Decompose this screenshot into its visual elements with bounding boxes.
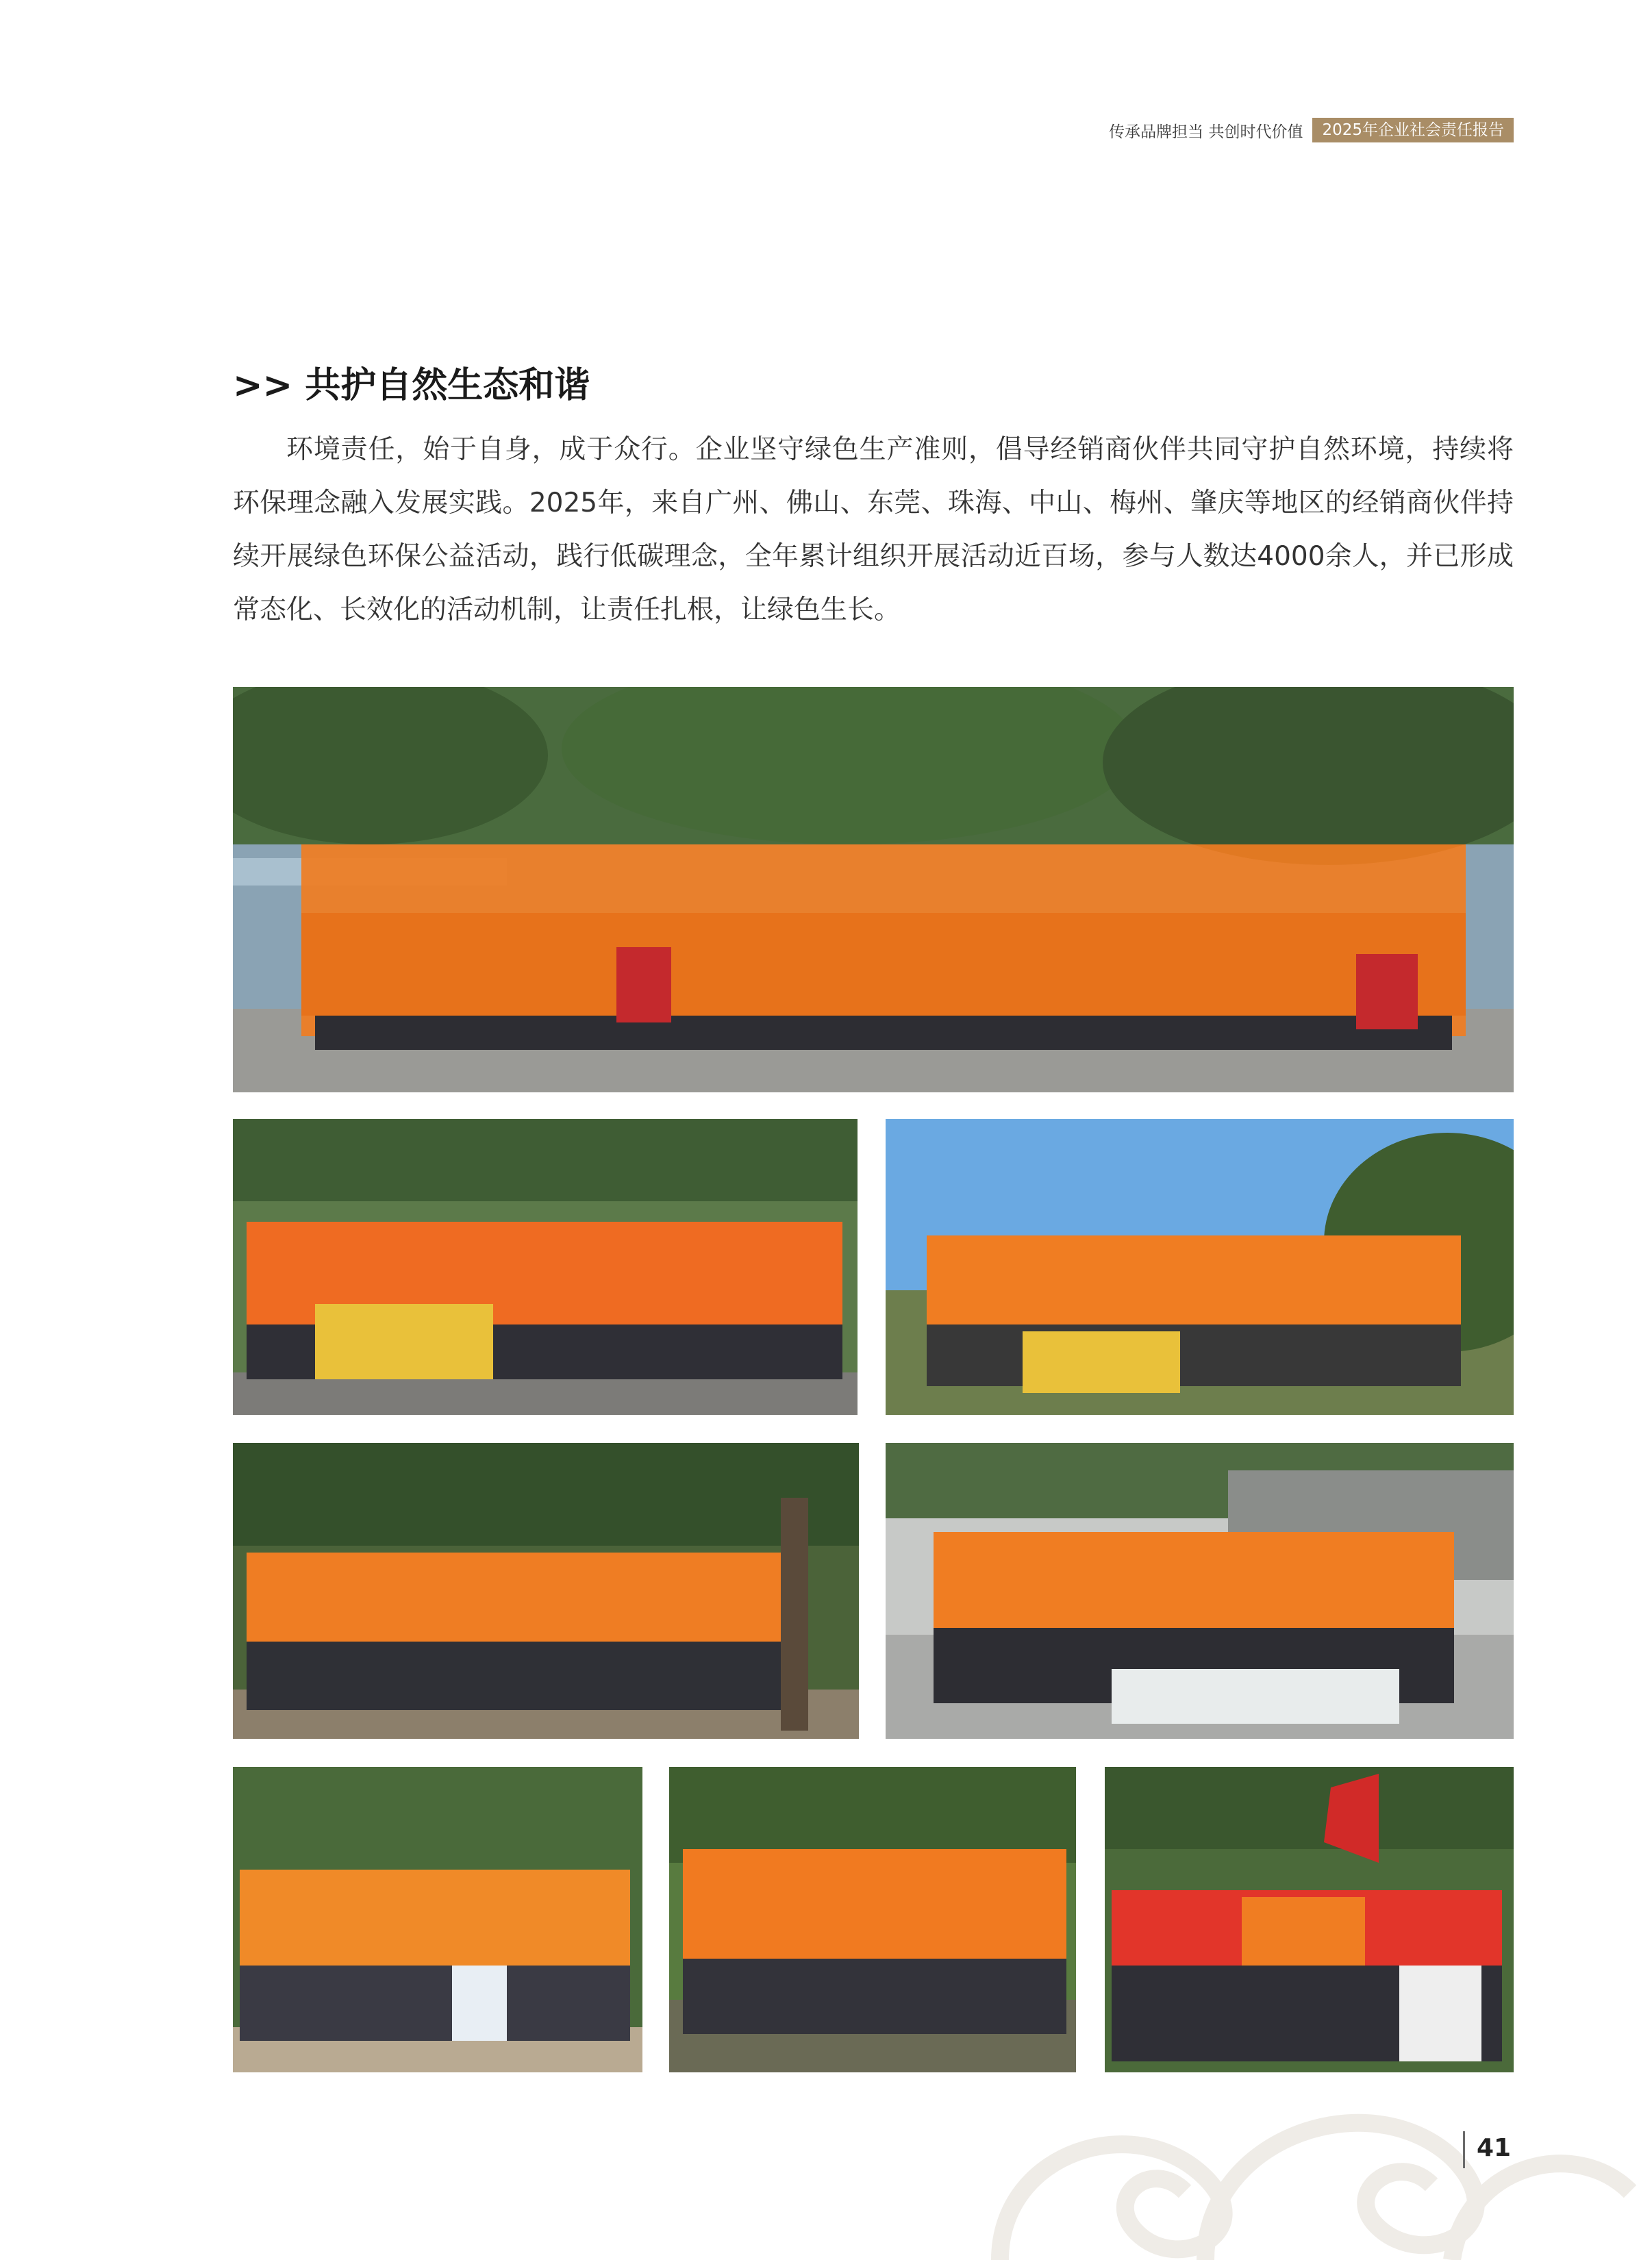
group-photo-hill [886,1119,1514,1415]
group-photo-orchard [233,1767,642,2072]
page-number-rule [1463,2131,1465,2168]
group-photo-trail [669,1767,1076,2072]
section-title: >> 共护自然生态和谐 [233,365,590,406]
header-slogan: 传承品牌担当 共创时代价值 [1109,123,1303,141]
page-header [1109,118,1514,142]
group-photo-forest [233,1443,859,1739]
group-photo-flag [1105,1767,1514,2072]
section-body-text: 环境责任，始于自身，成于众行。企业坚守绿色生产准则，倡导经销商伙伴共同守护自然环境，持续将环保理念融入发展实践。2025年，来自广州、佛山、东莞、珠海、中山、梅州、肇庆等地区的经销商伙伴持续开展绿色环保公益活动，践行低碳理念，全年累计组织开展活动近百场，参与人数达4000余人，并已形成常态化、长效化的活动机制，让责任扎根，让绿色生长。 [233,434,1514,625]
report-badge: 2025年企业社会责任报告 [1312,118,1514,142]
group-photo-plaza [886,1443,1514,1739]
page-number: 41 [1477,2134,1512,2162]
group-photo-park [233,687,1514,1092]
group-photo-road [233,1119,858,1415]
decorative-cloud-pattern [959,2055,1652,2260]
